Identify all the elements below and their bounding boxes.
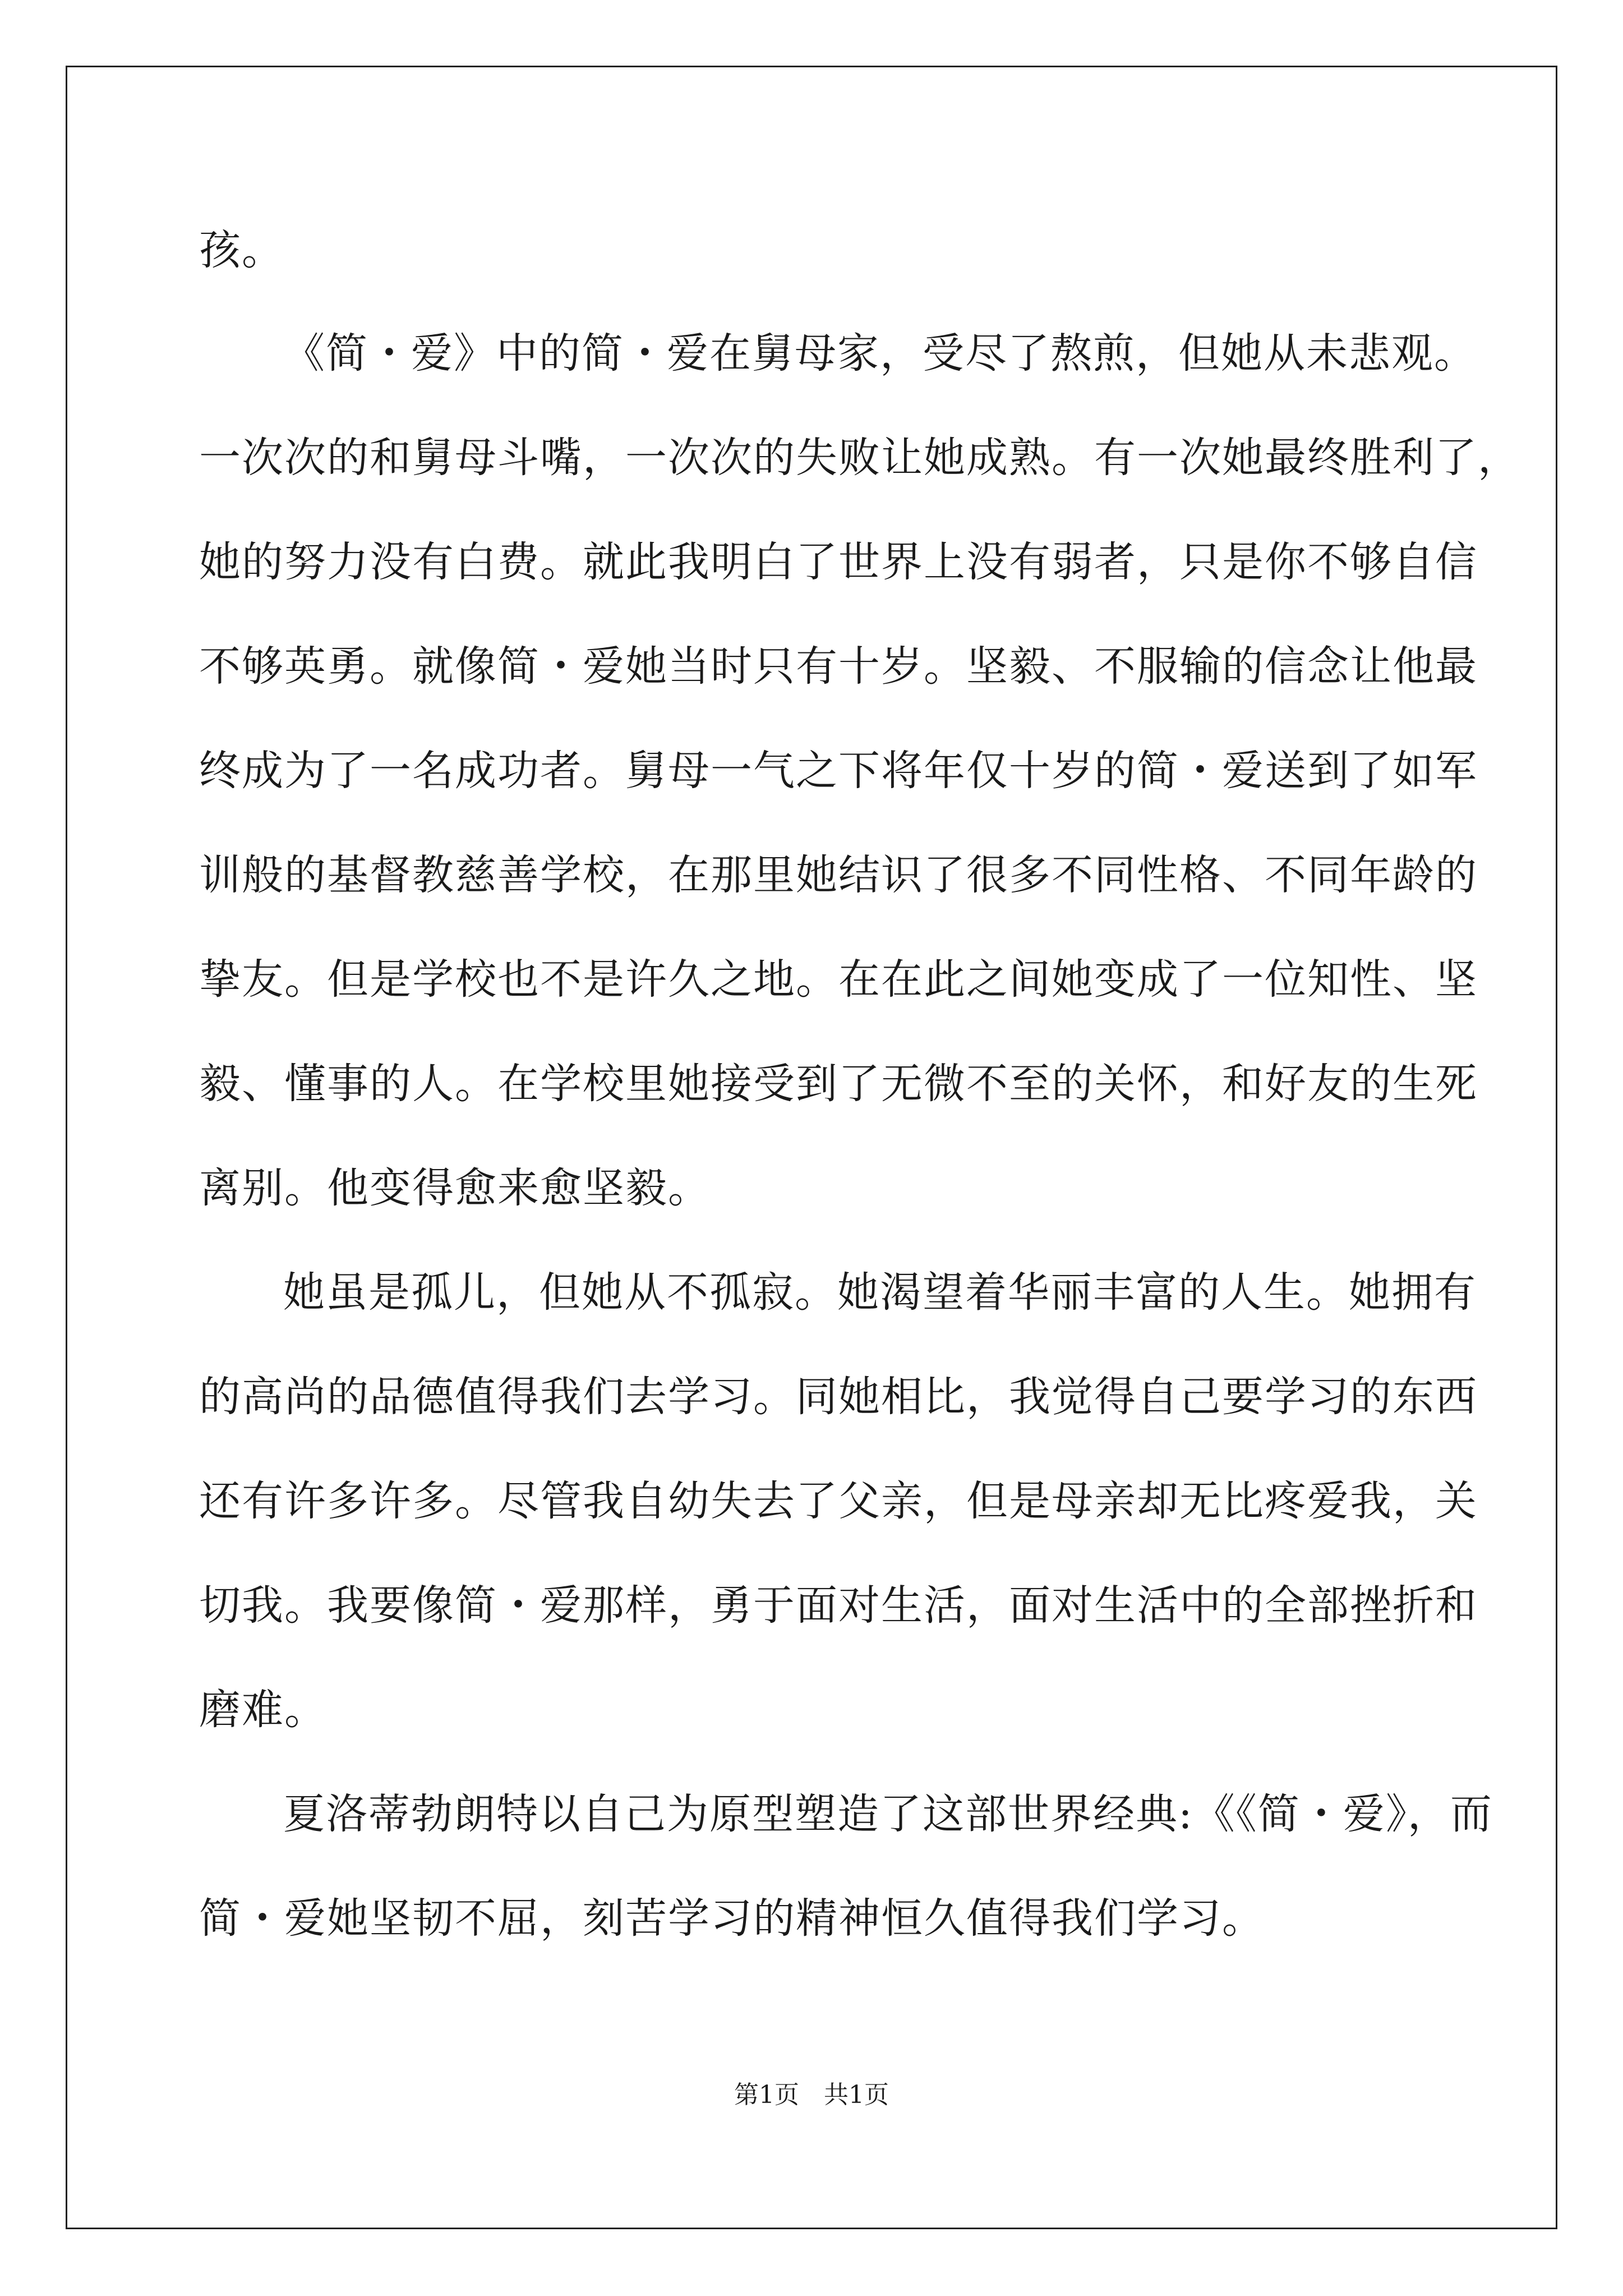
text-line: 训般的基督教慈善学校，在那里她结识了很多不同性格、不同年龄的 xyxy=(199,851,1478,899)
text-line: 《简・爱》中的简・爱在舅母家，受尽了熬煎，但她从未悲观。 xyxy=(283,329,1477,378)
text-line: 终成为了一名成功者。舅母一气之下将年仅十岁的简・爱送到了如军 xyxy=(199,747,1478,795)
text-line: 她虽是孤儿，但她从不孤寂。她渴望着华丽丰富的人生。她拥有 xyxy=(283,1268,1477,1317)
text-line: 的高尚的品德值得我们去学习。同她相比，我觉得自己要学习的东西 xyxy=(199,1373,1478,1421)
text-line: 夏洛蒂勃朗特以自己为原型塑造了这部世界经典:《《简・爱》，而 xyxy=(283,1790,1493,1838)
text-line: 一次次的和舅母斗嘴，一次次的失败让她成熟。有一次她最终胜利了， xyxy=(199,434,1520,482)
text-line: 离别。他变得愈来愈坚毅。 xyxy=(199,1164,711,1212)
text-line: 还有许多许多。尽管我自幼失去了父亲，但是母亲却无比疼爱我，关 xyxy=(199,1477,1478,1525)
text-line: 她的努力没有白费。就此我明白了世界上没有弱者，只是你不够自信 xyxy=(199,538,1478,586)
text-line: 毅、懂事的人。在学校里她接受到了无微不至的关怀，和好友的生死 xyxy=(199,1060,1478,1108)
page-number: 第1页 共1页 xyxy=(734,2081,889,2109)
text-line: 挚友。但是学校也不是许久之地。在在此之间她变成了一位知性、坚 xyxy=(199,955,1478,1004)
text-line: 不够英勇。就像简・爱她当时只有十岁。坚毅、不服输的信念让他最 xyxy=(199,642,1478,691)
text-line: 孩。 xyxy=(199,226,284,274)
text-line: 磨难。 xyxy=(199,1686,327,1734)
text-line: 切我。我要像简・爱那样，勇于面对生活，面对生活中的全部挫折和 xyxy=(199,1581,1478,1630)
text-line: 简・爱她坚韧不屈，刻苦学习的精神恒久值得我们学习。 xyxy=(199,1894,1265,1943)
